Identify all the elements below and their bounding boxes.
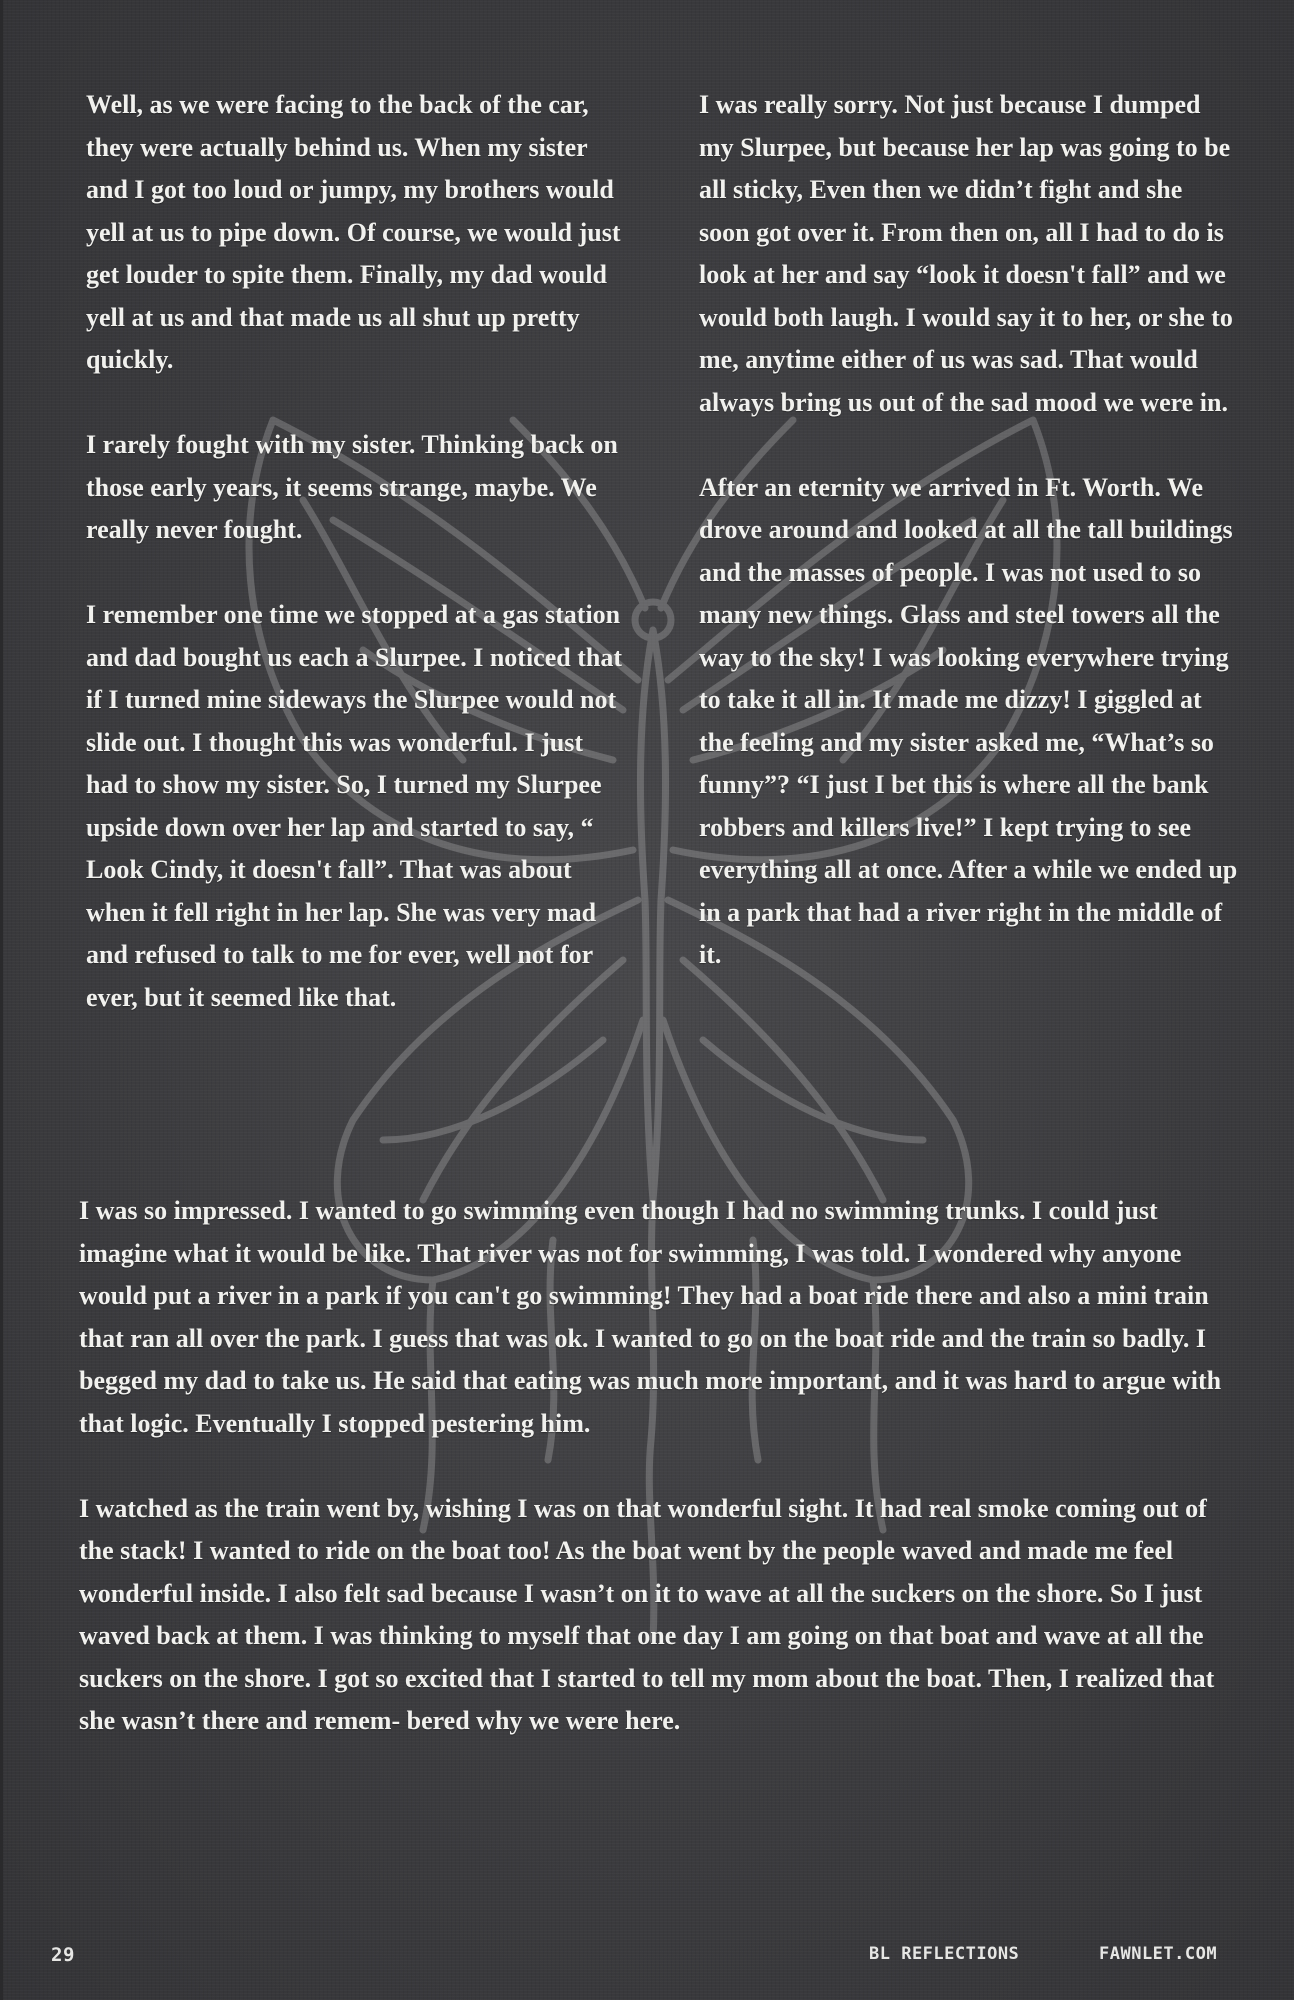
paragraph: I watched as the train went by, wishing I was on that wonderful sight. It had real smoke coming out of the stack! I wanted to ride on the boat too! As the boat went by the people waved and made me feel wonderful inside. I also felt sad because I wasn’t on it to wave at all the suckers on the shore. So I just waved back at them. I was thinking to myself that one day I am going on that boat and wave at all the suckers on the shore. I got so excited that I started to tell my mom about the boat. Then, I realized that she wasn’t there and remem- bered why we were here. bbox=[79, 1493, 1215, 1735]
paragraph: Well, as we were facing to the back of the car, they were actually behind us. When my sister and I got too loud or jumpy, my brothers would yell at us to pipe down. Of course, we would just get louder to spite them. Finally, my dad would yell at us and that made us all shut up pretty quickly. bbox=[86, 90, 621, 374]
paragraph: I rarely fought with my sister. Thinking back on those early years, it seems strange, maybe. We really never fought. bbox=[86, 430, 618, 544]
paragraph: I remember one time we stopped at a gas station and dad bought us each a Slurpee. I noticed that if I turned mine sideways the Slurpee would not slide out. I thought this was wonderful. I just had to show my sister. So, I turned my Slurpee upside down over her lap and started to say, “ Look Cindy, it doesn't fall”. That was about when it fell right in her lap. She was very mad and refused to talk to me for ever, well not for ever, but it seemed like that. bbox=[86, 600, 622, 1012]
website-url: FAWNLET.COM bbox=[1099, 1944, 1218, 1964]
paragraph: I was so impressed. I wanted to go swimming even though I had no swimming trunks. I could just imagine what it would be like. That river was not for swimming, I was told. I wondered why anyone would put a river in a park if you can't go swimming! They had a boat ride there and also a mini train that ran all over the park. I guess that was ok. I wanted to go on the boat ride and the train so badly. I begged my dad to take us. He said that eating was much more important, and it was hard to argue with that logic. Eventually I stopped pestering him. bbox=[79, 1196, 1222, 1438]
paragraph: I was really sorry. Not just because I dumped my Slurpee, but because her lap was going to be all sticky, Even then we didn’t fight and she soon got over it. From then on, all I had to do is look at her and say “look it doesn't fall” and we would both laugh. I would say it to her, or she to me, anytime either of us was sad. That would always bring us out of the sad mood we were in. bbox=[699, 90, 1233, 417]
magazine-title: BL REFLECTIONS bbox=[869, 1944, 1020, 1964]
left-column bbox=[86, 84, 626, 1019]
paragraph: After an eternity we arrived in Ft. Worth. We drove around and looked at all the tall buildings and the masses of people. I was not used to so many new things. Glass and steel towers all the way to the sky! I was looking everywhere trying to take it all in. It made me dizzy! I giggled at the feeling and my sister asked me, “What’s so funny”? “I just I bet this is where all the bank robbers and killers live!” I kept trying to see everything all at once. After a while we ended up in a park that had a river right in the middle of it. bbox=[699, 472, 1238, 969]
full-width-text bbox=[79, 1190, 1239, 1743]
right-column bbox=[699, 84, 1239, 977]
page-number: 29 bbox=[51, 1944, 75, 1966]
